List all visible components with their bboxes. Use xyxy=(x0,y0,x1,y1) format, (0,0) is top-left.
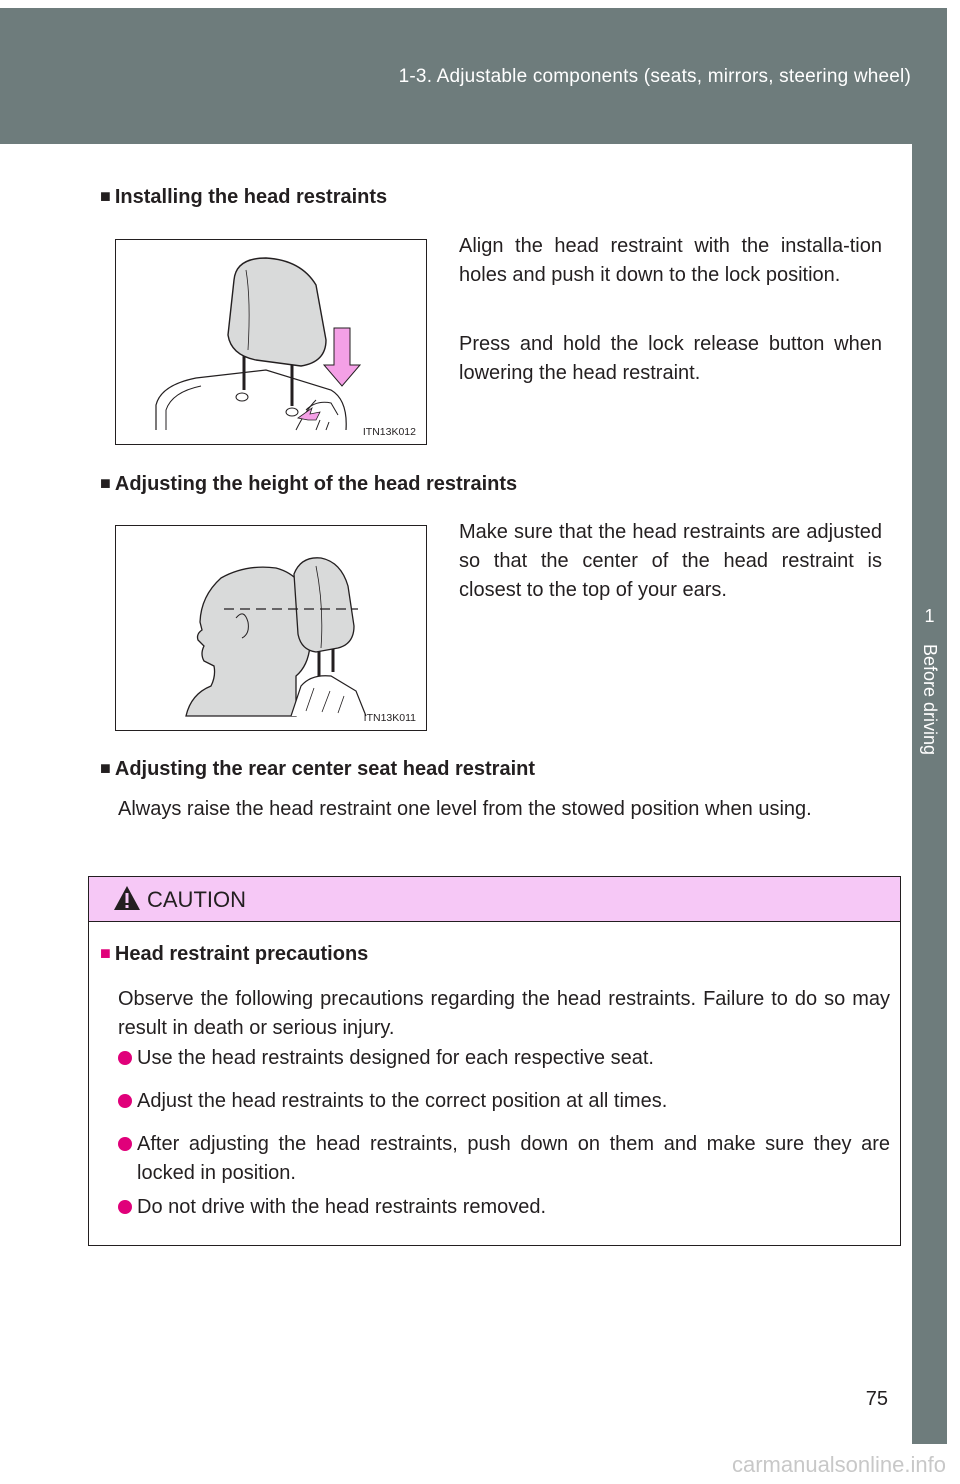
chapter-side-tab xyxy=(912,144,947,1444)
figure-head-restraint-height xyxy=(115,525,427,731)
bullet-dot-icon xyxy=(118,1137,132,1151)
page-header xyxy=(0,8,947,144)
chapter-title: 1-3. Adjustable components (seats, mirrors, steering wheel) xyxy=(398,66,911,87)
chapter-label: Before driving xyxy=(920,644,940,756)
section-title-rear-center: ■ Adjusting the rear center seat head restraint xyxy=(100,758,536,780)
warning-icon xyxy=(113,885,141,911)
figure-code: ITN13K011 xyxy=(363,712,416,724)
section-title-adjusting-height: ■ Adjusting the height of the head restraints xyxy=(100,473,518,495)
install-paragraph-1: Align the head restraint with the installa-tion holes and push it down to the lock position. xyxy=(459,235,882,286)
height-paragraph: Make sure that the head restraints are adjusted so that the center of the head restraint is closest to the top of your ears. xyxy=(459,521,882,601)
caution-title: ■ Head restraint precautions xyxy=(100,943,369,965)
caution-intro: Observe the following precautions regarding the head restraints. Failure to do so may result in death or serious injury. xyxy=(118,988,890,1039)
head-restraint-height-illustration xyxy=(116,526,426,730)
caution-header xyxy=(89,877,900,922)
caution-label: CAUTION xyxy=(147,887,246,912)
caution-bullet: After adjusting the head restraints, push down on them and make sure they are locked in position. xyxy=(118,1130,890,1188)
figure-code: ITN13K012 xyxy=(362,426,416,438)
section-title-installing: ■ Installing the head restraints xyxy=(100,186,388,208)
chapter-number: 1 xyxy=(924,606,935,626)
head-restraint-install-illustration xyxy=(116,240,426,444)
caution-bullet: Use the head restraints designed for each respective seat. xyxy=(118,1044,890,1073)
caution-bullet: Adjust the head restraints to the correct position at all times. xyxy=(118,1087,890,1116)
caution-box xyxy=(88,876,901,1246)
figure-installing-head-restraint xyxy=(115,239,427,445)
caution-bullet: Do not drive with the head restraints removed. xyxy=(118,1193,890,1222)
square-bullet-icon: ■ xyxy=(100,186,111,206)
square-bullet-icon: ■ xyxy=(100,943,111,963)
footer-watermark: carmanualsonline.info xyxy=(731,1452,946,1477)
square-bullet-icon: ■ xyxy=(100,473,111,493)
page-number: 75 xyxy=(865,1388,888,1410)
square-bullet-icon: ■ xyxy=(100,758,111,778)
bullet-dot-icon xyxy=(118,1051,132,1065)
bullet-dot-icon xyxy=(118,1200,132,1214)
install-paragraph-2: Press and hold the lock release button when lowering the head restraint. xyxy=(459,333,882,384)
rear-center-paragraph: Always raise the head restraint one level from the stowed position when using. xyxy=(118,798,812,820)
bullet-dot-icon xyxy=(118,1094,132,1108)
